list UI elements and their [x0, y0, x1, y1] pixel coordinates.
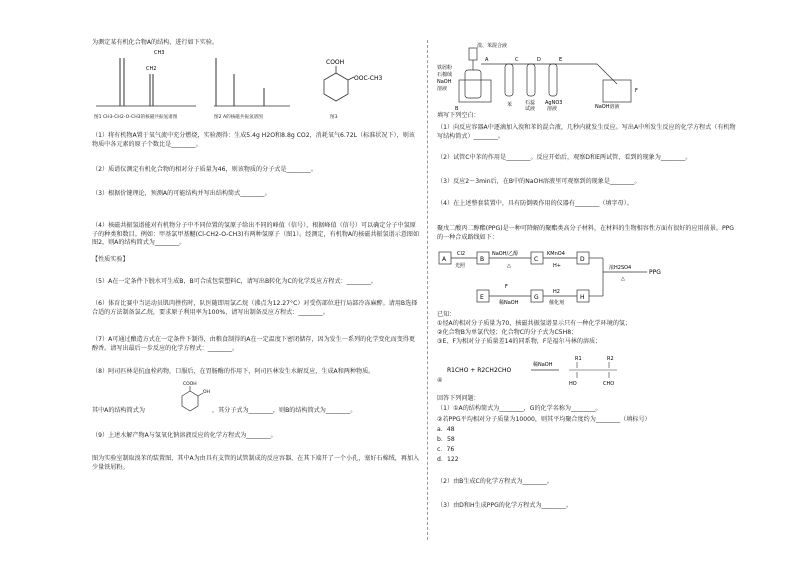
fill-blank-title: 填写下列空白：	[437, 112, 480, 119]
iron-label: 铁屑粉	[437, 65, 453, 71]
svg-text:B: B	[480, 256, 485, 263]
solution-label: 溶液	[437, 86, 448, 92]
svg-text:CHO: CHO	[603, 381, 615, 387]
known-label: 已知：	[437, 311, 456, 318]
svg-text:B: B	[455, 106, 459, 112]
question-5: （5）A在一定条件下脱水可生成B，B可合成包装塑料C，请写出B转化为C的化学反应方程式：________。	[92, 278, 378, 285]
question-6: （6）体育比赛中当运动员肌肉挫伤时，队医随即用氯乙烷（沸点为12.27°C）对受伤部位进行局部冷冻麻醉。请用B选择合适的方法制备氯乙烷，要求原子利用率为100%，请写出制备反应方程式：________。	[92, 300, 418, 316]
agno3-solution-label: 溶液	[547, 106, 558, 112]
column-divider	[427, 40, 428, 540]
oh-label: OH	[203, 390, 210, 395]
answer-3: （2）由B生成C的化学方程式为________。	[437, 478, 553, 485]
known-2: ②化合物B为单氯代烃；化合物C的分子式为C5H8；	[437, 329, 578, 336]
cooh-group-label: COOH	[326, 59, 345, 66]
section-heading: 【性质实验】	[92, 256, 129, 263]
svg-text:A: A	[442, 256, 447, 263]
question-9: （9）上述水解产物A与氢氧化钠溶液反应的化学方程式为________。	[92, 432, 277, 439]
asbestos-label: 石棉绒	[437, 72, 453, 78]
question-8: （8）阿司匹林是抗血栓药物，口服后，在胃肠酶的作用下，阿司匹林发生水解反应，生成A和两种物质。	[92, 368, 375, 375]
answer-4: （3）由D和H生成PPG的化学方程式为________。	[437, 502, 572, 509]
svg-text:D: D	[537, 57, 541, 63]
figure-4-salicylic-acid	[174, 380, 214, 414]
svg-text:E: E	[559, 57, 563, 63]
question-4: （4）核磁共振氢谱能对有机物分子中不同位置的氢原子给出不同的峰值（信号），根据峰值（信号）可以确定分子中氢原子的种类和数目。例如：甲基氯甲基醚(Cl-CH2-O-CH3)有两种氢原子（图1）。经测定，有机物A的核磁共振氢谱示意图如图2，则A的结构简式为________。	[92, 222, 420, 247]
svg-text:H: H	[580, 294, 585, 301]
figure-1-caption: 图1 CH3-CH2-O-CH3的核磁共振氢谱图	[94, 115, 178, 120]
svg-text:C: C	[515, 57, 519, 63]
figure-2-nmr-spectrum	[212, 52, 292, 114]
option-c: c．76	[437, 446, 455, 453]
svg-text:D: D	[580, 256, 585, 263]
known-4-marker: ④	[437, 377, 443, 384]
ester-group-label: OOC-CH3	[354, 75, 382, 82]
svg-text:PPG: PPG	[649, 269, 661, 276]
left-column	[92, 0, 420, 562]
answer-1: （1）①A的结构简式为________，G的化学名称为________。	[437, 405, 602, 412]
right-question-4: （4）在上述整套装置中，具有防倒吸作用的仪器有________（填字母）。	[437, 200, 633, 207]
right-column	[437, 0, 737, 562]
svg-text:稀NaOH: 稀NaOH	[499, 300, 519, 306]
svg-text:E: E	[480, 294, 484, 301]
svg-text:R1CHO + R2CH2CHO: R1CHO + R2CH2CHO	[447, 367, 512, 374]
answer-2: ②若PPG平均相对分子质量为10000，则其平均聚合度约为________（填标号）	[437, 416, 651, 423]
peak-label-b: CH2	[146, 66, 157, 72]
svg-text:F: F	[635, 88, 638, 94]
svg-text:△: △	[507, 263, 511, 269]
svg-text:C: C	[534, 256, 539, 263]
figure-3-aspirin-structure	[302, 58, 382, 118]
svg-text:H+: H+	[553, 263, 561, 269]
question-8-suffix: ，其分子式为________，则B的结构简式为________。	[212, 407, 357, 414]
aldol-reaction-equation	[447, 348, 647, 388]
cooh-label: COOH	[183, 382, 197, 387]
ppg-intro: 聚戊二酸丙二醇酯(PPG)是一种可降解的聚酯类高分子材料，在材料的生物相容性方面有很好的应用前景。PPG的一种合成路线如下：	[437, 225, 735, 241]
question-1: （1）将有机物A置于氧气流中充分燃烧，实验测得：生成5.4g H2O和8.8g CO2，消耗氧气6.72L（标准状况下），则该物质中各元素的原子个数比是________。	[92, 132, 415, 148]
mixture-label: 溴、苯混合液	[477, 43, 508, 49]
known-1: ①烃A的相对分子质量为70，核磁共振氢谱显示只有一种化学环境的氢；	[437, 320, 632, 327]
svg-text:H2: H2	[553, 289, 560, 295]
svg-text:A: A	[485, 57, 489, 63]
svg-text:△: △	[621, 276, 625, 282]
svg-text:Cl2: Cl2	[457, 251, 466, 257]
svg-text:F: F	[505, 284, 508, 290]
agno3-label: AgNO3	[545, 100, 563, 106]
svg-text:HO: HO	[569, 381, 577, 387]
svg-text:KMnO4: KMnO4	[547, 251, 565, 257]
answer-title: 回答下列问题：	[437, 395, 480, 402]
question-7: （7）A可通过酿造方式在一定条件下制得，由粮食制得的A在一定温度下密闭储存，因为发生一系列的化学变化而变得更醇香。请写出最后一步反应的化学方程式：________。	[92, 336, 415, 352]
figure-2-caption: 图2 A的核磁共振氢谱图	[214, 115, 263, 120]
ppg-synthesis-scheme	[437, 246, 707, 308]
svg-text:G: G	[534, 294, 539, 301]
benzene-label: 苯	[507, 102, 513, 108]
question-10: 图为实验室制取溴苯的装置图，其中A为由具有支管的试管制成的反应容器，在其下端开了一个小孔，塞好石棉绒，再加入少量铁屑粉。	[92, 455, 420, 471]
question-3: （3）根据价键理论，预测A的可能结构并写出结构简式________。	[92, 190, 271, 197]
naoh-label: NaOH	[437, 79, 452, 85]
known-3: ③E、F为相对分子质量差14的同系物，F是福尔马林的溶质；	[437, 338, 602, 345]
intro-text: 为测定某有机化合物A的结构，进行如下实验。	[92, 39, 219, 46]
svg-text:R2: R2	[607, 356, 614, 362]
figure-3-caption: 图3	[330, 115, 338, 120]
option-d: d．122	[437, 456, 459, 463]
option-b: b．58	[437, 436, 455, 443]
option-a: a．48	[437, 426, 455, 433]
question-2: （2）质谱仪测定有机化合物的相对分子质量为46，则该物质的分子式是________。	[92, 166, 317, 173]
svg-text:光照: 光照	[455, 263, 466, 269]
figure-1-nmr-spectrum	[92, 46, 204, 116]
right-question-3: （3）反应2～3min后，在B中的NaOH溶液里可观察到的现象是________。	[437, 178, 641, 185]
svg-text:催化剂: 催化剂	[549, 300, 565, 306]
bromobenzene-apparatus-diagram	[437, 40, 659, 112]
svg-text:R1: R1	[575, 356, 582, 362]
peak-label-a: CH3	[154, 50, 165, 56]
svg-text:稀NaOH: 稀NaOH	[533, 362, 553, 368]
question-8-prefix: 其中A的结构简式为	[92, 407, 145, 414]
svg-text:浓H2SO4: 浓H2SO4	[609, 265, 632, 271]
litmus-label-2: 试液	[525, 106, 536, 112]
right-question-2: （2）试管C中苯的作用是________。反应开始后，观察D和E两试管，看到的现象为________。	[437, 154, 692, 161]
litmus-label-1: 石蕊	[525, 100, 536, 106]
svg-text:NaOH/乙醇: NaOH/乙醇	[492, 251, 519, 257]
naoh-solution-label: NaOH溶液	[595, 104, 620, 110]
right-question-1: （1）向反应容器A中逐滴加入溴和苯的混合液，几秒内就发生反应。写出A中所发生反应的化学方程式（有机物写结构简式）________。	[437, 124, 736, 140]
